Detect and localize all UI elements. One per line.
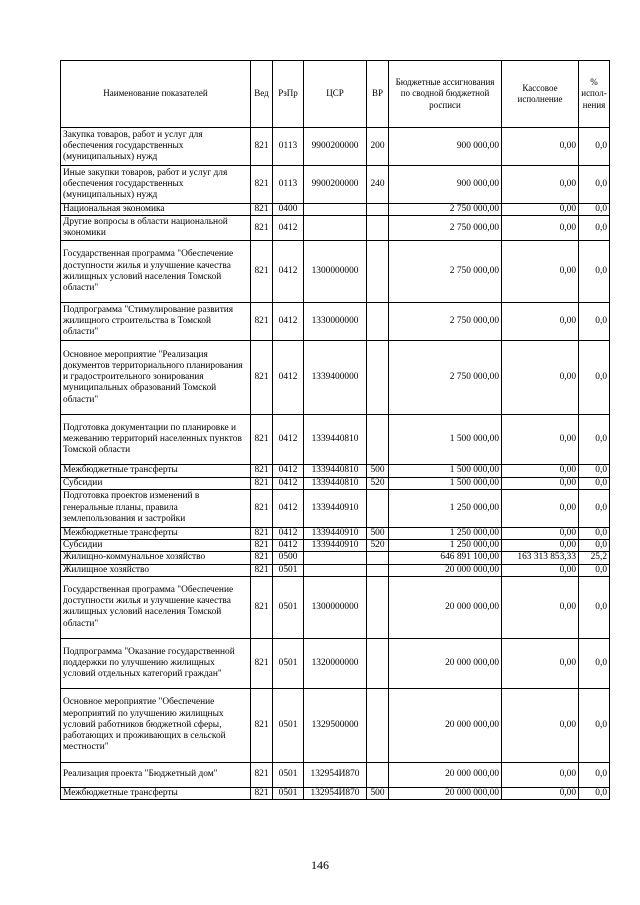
cell-pct: 0,0	[579, 489, 610, 527]
cell-name: Государственная программа "Обеспечение доступности жилья и улучшение качества жилищных условий населения Томской области"	[61, 241, 251, 303]
cell-kass: 0,00	[502, 415, 579, 465]
cell-kass: 0,00	[502, 216, 579, 241]
cell-name: Субсидии	[61, 477, 251, 489]
cell-rzpr: 0412	[273, 341, 304, 415]
cell-ved: 821	[251, 576, 273, 638]
cell-csr: 1339440910	[304, 540, 367, 552]
cell-ved: 821	[251, 527, 273, 539]
cell-pct: 0,0	[579, 540, 610, 552]
cell-ved: 821	[251, 415, 273, 465]
table-row	[61, 552, 610, 564]
cell-ved: 821	[251, 564, 273, 576]
cell-ved: 821	[251, 540, 273, 552]
cell-pct: 0,0	[579, 688, 610, 762]
table-row	[61, 303, 610, 341]
cell-vr	[367, 576, 389, 638]
cell-csr: 1300000000	[304, 241, 367, 303]
cell-csr: 1339440810	[304, 477, 367, 489]
cell-name: Подпрограмма "Оказание государственной поддержки по улучшению жилищных условий отдельных категорий граждан"	[61, 638, 251, 688]
cell-name: Субсидии	[61, 540, 251, 552]
cell-pct: 0,0	[579, 787, 610, 799]
table-row	[61, 527, 610, 539]
table-row	[61, 638, 610, 688]
cell-ved: 821	[251, 465, 273, 477]
cell-ved: 821	[251, 477, 273, 489]
header-pct: % испол-нения	[579, 61, 610, 128]
cell-vr: 520	[367, 477, 389, 489]
cell-budget: 900 000,00	[389, 166, 502, 204]
cell-csr	[304, 216, 367, 241]
page-number: 146	[311, 858, 329, 872]
table-row	[61, 166, 610, 204]
cell-vr: 200	[367, 128, 389, 166]
cell-pct: 0,0	[579, 341, 610, 415]
cell-pct: 0,0	[579, 477, 610, 489]
cell-kass: 0,00	[502, 241, 579, 303]
cell-rzpr: 0501	[273, 638, 304, 688]
cell-kass: 0,00	[502, 465, 579, 477]
cell-budget: 1 500 000,00	[389, 465, 502, 477]
cell-budget: 900 000,00	[389, 128, 502, 166]
header-rzpr: РзПр	[273, 61, 304, 128]
cell-vr	[367, 688, 389, 762]
table-row	[61, 564, 610, 576]
cell-kass: 0,00	[502, 762, 579, 787]
cell-csr	[304, 552, 367, 564]
table-header-row	[61, 61, 610, 128]
cell-vr: 500	[367, 527, 389, 539]
cell-budget: 1 500 000,00	[389, 477, 502, 489]
cell-vr	[367, 216, 389, 241]
cell-csr: 1339440910	[304, 489, 367, 527]
cell-kass: 0,00	[502, 166, 579, 204]
cell-csr: 132954И870	[304, 787, 367, 799]
cell-ved: 821	[251, 762, 273, 787]
cell-budget: 20 000 000,00	[389, 688, 502, 762]
table-row	[61, 241, 610, 303]
cell-budget: 20 000 000,00	[389, 762, 502, 787]
cell-csr: 1330000000	[304, 303, 367, 341]
cell-csr: 1300000000	[304, 576, 367, 638]
cell-budget: 2 750 000,00	[389, 303, 502, 341]
cell-rzpr: 0412	[273, 465, 304, 477]
cell-rzpr: 0412	[273, 527, 304, 539]
cell-vr	[367, 241, 389, 303]
cell-kass: 0,00	[502, 564, 579, 576]
cell-rzpr: 0501	[273, 564, 304, 576]
header-name: Наименование показателей	[61, 61, 251, 128]
cell-csr: 1339440810	[304, 415, 367, 465]
cell-budget: 20 000 000,00	[389, 787, 502, 799]
cell-csr: 9900200000	[304, 166, 367, 204]
table-row	[61, 415, 610, 465]
cell-vr: 500	[367, 465, 389, 477]
cell-vr	[367, 341, 389, 415]
cell-kass: 0,00	[502, 576, 579, 638]
table-row	[61, 540, 610, 552]
cell-name: Государственная программа "Обеспечение доступности жилья и улучшение качества жилищных условий населения Томской области"	[61, 576, 251, 638]
cell-kass: 0,00	[502, 128, 579, 166]
cell-budget: 1 500 000,00	[389, 415, 502, 465]
cell-kass: 0,00	[502, 204, 579, 216]
cell-name: Реализация проекта "Бюджетный дом"	[61, 762, 251, 787]
cell-ved: 821	[251, 303, 273, 341]
cell-csr: 9900200000	[304, 128, 367, 166]
table-body	[61, 128, 610, 800]
cell-rzpr: 0500	[273, 552, 304, 564]
header-kass: Кассовое исполнение	[502, 61, 579, 128]
cell-pct: 0,0	[579, 216, 610, 241]
cell-budget: 20 000 000,00	[389, 576, 502, 638]
cell-budget: 1 250 000,00	[389, 527, 502, 539]
cell-rzpr: 0501	[273, 787, 304, 799]
cell-rzpr: 0412	[273, 477, 304, 489]
cell-budget: 2 750 000,00	[389, 341, 502, 415]
cell-kass: 0,00	[502, 787, 579, 799]
cell-rzpr: 0400	[273, 204, 304, 216]
table-row	[61, 341, 610, 415]
table-row	[61, 216, 610, 241]
cell-rzpr: 0113	[273, 128, 304, 166]
cell-vr	[367, 564, 389, 576]
cell-kass: 0,00	[502, 638, 579, 688]
cell-name: Закупка товаров, работ и услуг для обеспечения государственных (муниципальных) нужд	[61, 128, 251, 166]
cell-vr: 240	[367, 166, 389, 204]
table-row	[61, 576, 610, 638]
cell-name: Подпрограмма "Стимулирование развития жилищного строительства в Томской области"	[61, 303, 251, 341]
cell-name: Жилищно-коммунальное хозяйство	[61, 552, 251, 564]
table-row	[61, 465, 610, 477]
cell-pct: 0,0	[579, 204, 610, 216]
cell-budget: 20 000 000,00	[389, 638, 502, 688]
table-row	[61, 128, 610, 166]
cell-pct: 0,0	[579, 241, 610, 303]
cell-vr: 520	[367, 540, 389, 552]
cell-pct: 0,0	[579, 576, 610, 638]
cell-rzpr: 0501	[273, 576, 304, 638]
cell-pct: 25,2	[579, 552, 610, 564]
cell-csr	[304, 564, 367, 576]
cell-name: Межбюджетные трансферты	[61, 787, 251, 799]
cell-ved: 821	[251, 688, 273, 762]
cell-vr	[367, 303, 389, 341]
cell-rzpr: 0412	[273, 540, 304, 552]
cell-csr	[304, 204, 367, 216]
cell-budget: 2 750 000,00	[389, 204, 502, 216]
cell-ved: 821	[251, 341, 273, 415]
cell-csr: 1339440810	[304, 465, 367, 477]
cell-kass: 0,00	[502, 303, 579, 341]
cell-csr: 1339440910	[304, 527, 367, 539]
cell-ved: 821	[251, 552, 273, 564]
cell-name: Межбюджетные трансферты	[61, 465, 251, 477]
table-row	[61, 688, 610, 762]
cell-vr	[367, 552, 389, 564]
cell-pct: 0,0	[579, 527, 610, 539]
cell-rzpr: 0412	[273, 415, 304, 465]
cell-budget: 1 250 000,00	[389, 489, 502, 527]
cell-pct: 0,0	[579, 128, 610, 166]
table-row	[61, 762, 610, 787]
table-row	[61, 204, 610, 216]
cell-rzpr: 0412	[273, 216, 304, 241]
cell-ved: 821	[251, 787, 273, 799]
cell-name: Основное мероприятие "Обеспечение мероприятий по улучшению жилищных условий работников бюджетной сферы, работающих и проживающих в сельской местности"	[61, 688, 251, 762]
cell-budget: 646 891 100,00	[389, 552, 502, 564]
cell-pct: 0,0	[579, 762, 610, 787]
budget-table	[60, 60, 610, 800]
cell-pct: 0,0	[579, 638, 610, 688]
cell-rzpr: 0501	[273, 762, 304, 787]
table-row	[61, 477, 610, 489]
cell-rzpr: 0412	[273, 303, 304, 341]
cell-rzpr: 0113	[273, 166, 304, 204]
cell-ved: 821	[251, 241, 273, 303]
cell-pct: 0,0	[579, 465, 610, 477]
cell-kass: 0,00	[502, 527, 579, 539]
header-ved: Вед	[251, 61, 273, 128]
cell-vr	[367, 204, 389, 216]
cell-pct: 0,0	[579, 564, 610, 576]
table-row	[61, 787, 610, 799]
cell-name: Иные закупки товаров, работ и услуг для обеспечения государственных (муниципальных) нужд	[61, 166, 251, 204]
cell-ved: 821	[251, 204, 273, 216]
header-vr: ВР	[367, 61, 389, 128]
cell-budget: 2 750 000,00	[389, 241, 502, 303]
cell-csr: 1329500000	[304, 688, 367, 762]
cell-pct: 0,0	[579, 415, 610, 465]
cell-name: Жилищное хозяйство	[61, 564, 251, 576]
cell-vr: 500	[367, 787, 389, 799]
cell-name: Подготовка проектов изменений в генеральные планы, правила землепользования и застройки	[61, 489, 251, 527]
cell-csr: 132954И870	[304, 762, 367, 787]
cell-name: Другие вопросы в области национальной экономики	[61, 216, 251, 241]
cell-name: Национальная экономика	[61, 204, 251, 216]
cell-rzpr: 0412	[273, 241, 304, 303]
cell-pct: 0,0	[579, 303, 610, 341]
cell-rzpr: 0412	[273, 489, 304, 527]
cell-budget: 2 750 000,00	[389, 216, 502, 241]
cell-vr	[367, 489, 389, 527]
cell-rzpr: 0501	[273, 688, 304, 762]
cell-budget: 1 250 000,00	[389, 540, 502, 552]
cell-name: Основное мероприятие "Реализация документов территориального планирования и градостроительного зонирования муниципальных образований Томской области"	[61, 341, 251, 415]
cell-kass: 0,00	[502, 341, 579, 415]
header-csr: ЦСР	[304, 61, 367, 128]
cell-csr: 1339400000	[304, 341, 367, 415]
cell-ved: 821	[251, 489, 273, 527]
cell-name: Подготовка документации по планировке и межеванию территорий населенных пунктов Томской области	[61, 415, 251, 465]
cell-kass: 0,00	[502, 477, 579, 489]
table-row	[61, 489, 610, 527]
cell-budget: 20 000 000,00	[389, 564, 502, 576]
cell-ved: 821	[251, 166, 273, 204]
cell-pct: 0,0	[579, 166, 610, 204]
cell-kass: 0,00	[502, 489, 579, 527]
cell-ved: 821	[251, 128, 273, 166]
cell-csr: 1320000000	[304, 638, 367, 688]
cell-vr	[367, 638, 389, 688]
cell-vr	[367, 415, 389, 465]
header-budget: Бюджетные ассигнования по сводной бюджетной росписи	[389, 61, 502, 128]
cell-vr	[367, 762, 389, 787]
cell-ved: 821	[251, 216, 273, 241]
cell-ved: 821	[251, 638, 273, 688]
cell-kass: 0,00	[502, 688, 579, 762]
cell-name: Межбюджетные трансферты	[61, 527, 251, 539]
cell-kass: 0,00	[502, 540, 579, 552]
cell-kass: 163 313 853,33	[502, 552, 579, 564]
